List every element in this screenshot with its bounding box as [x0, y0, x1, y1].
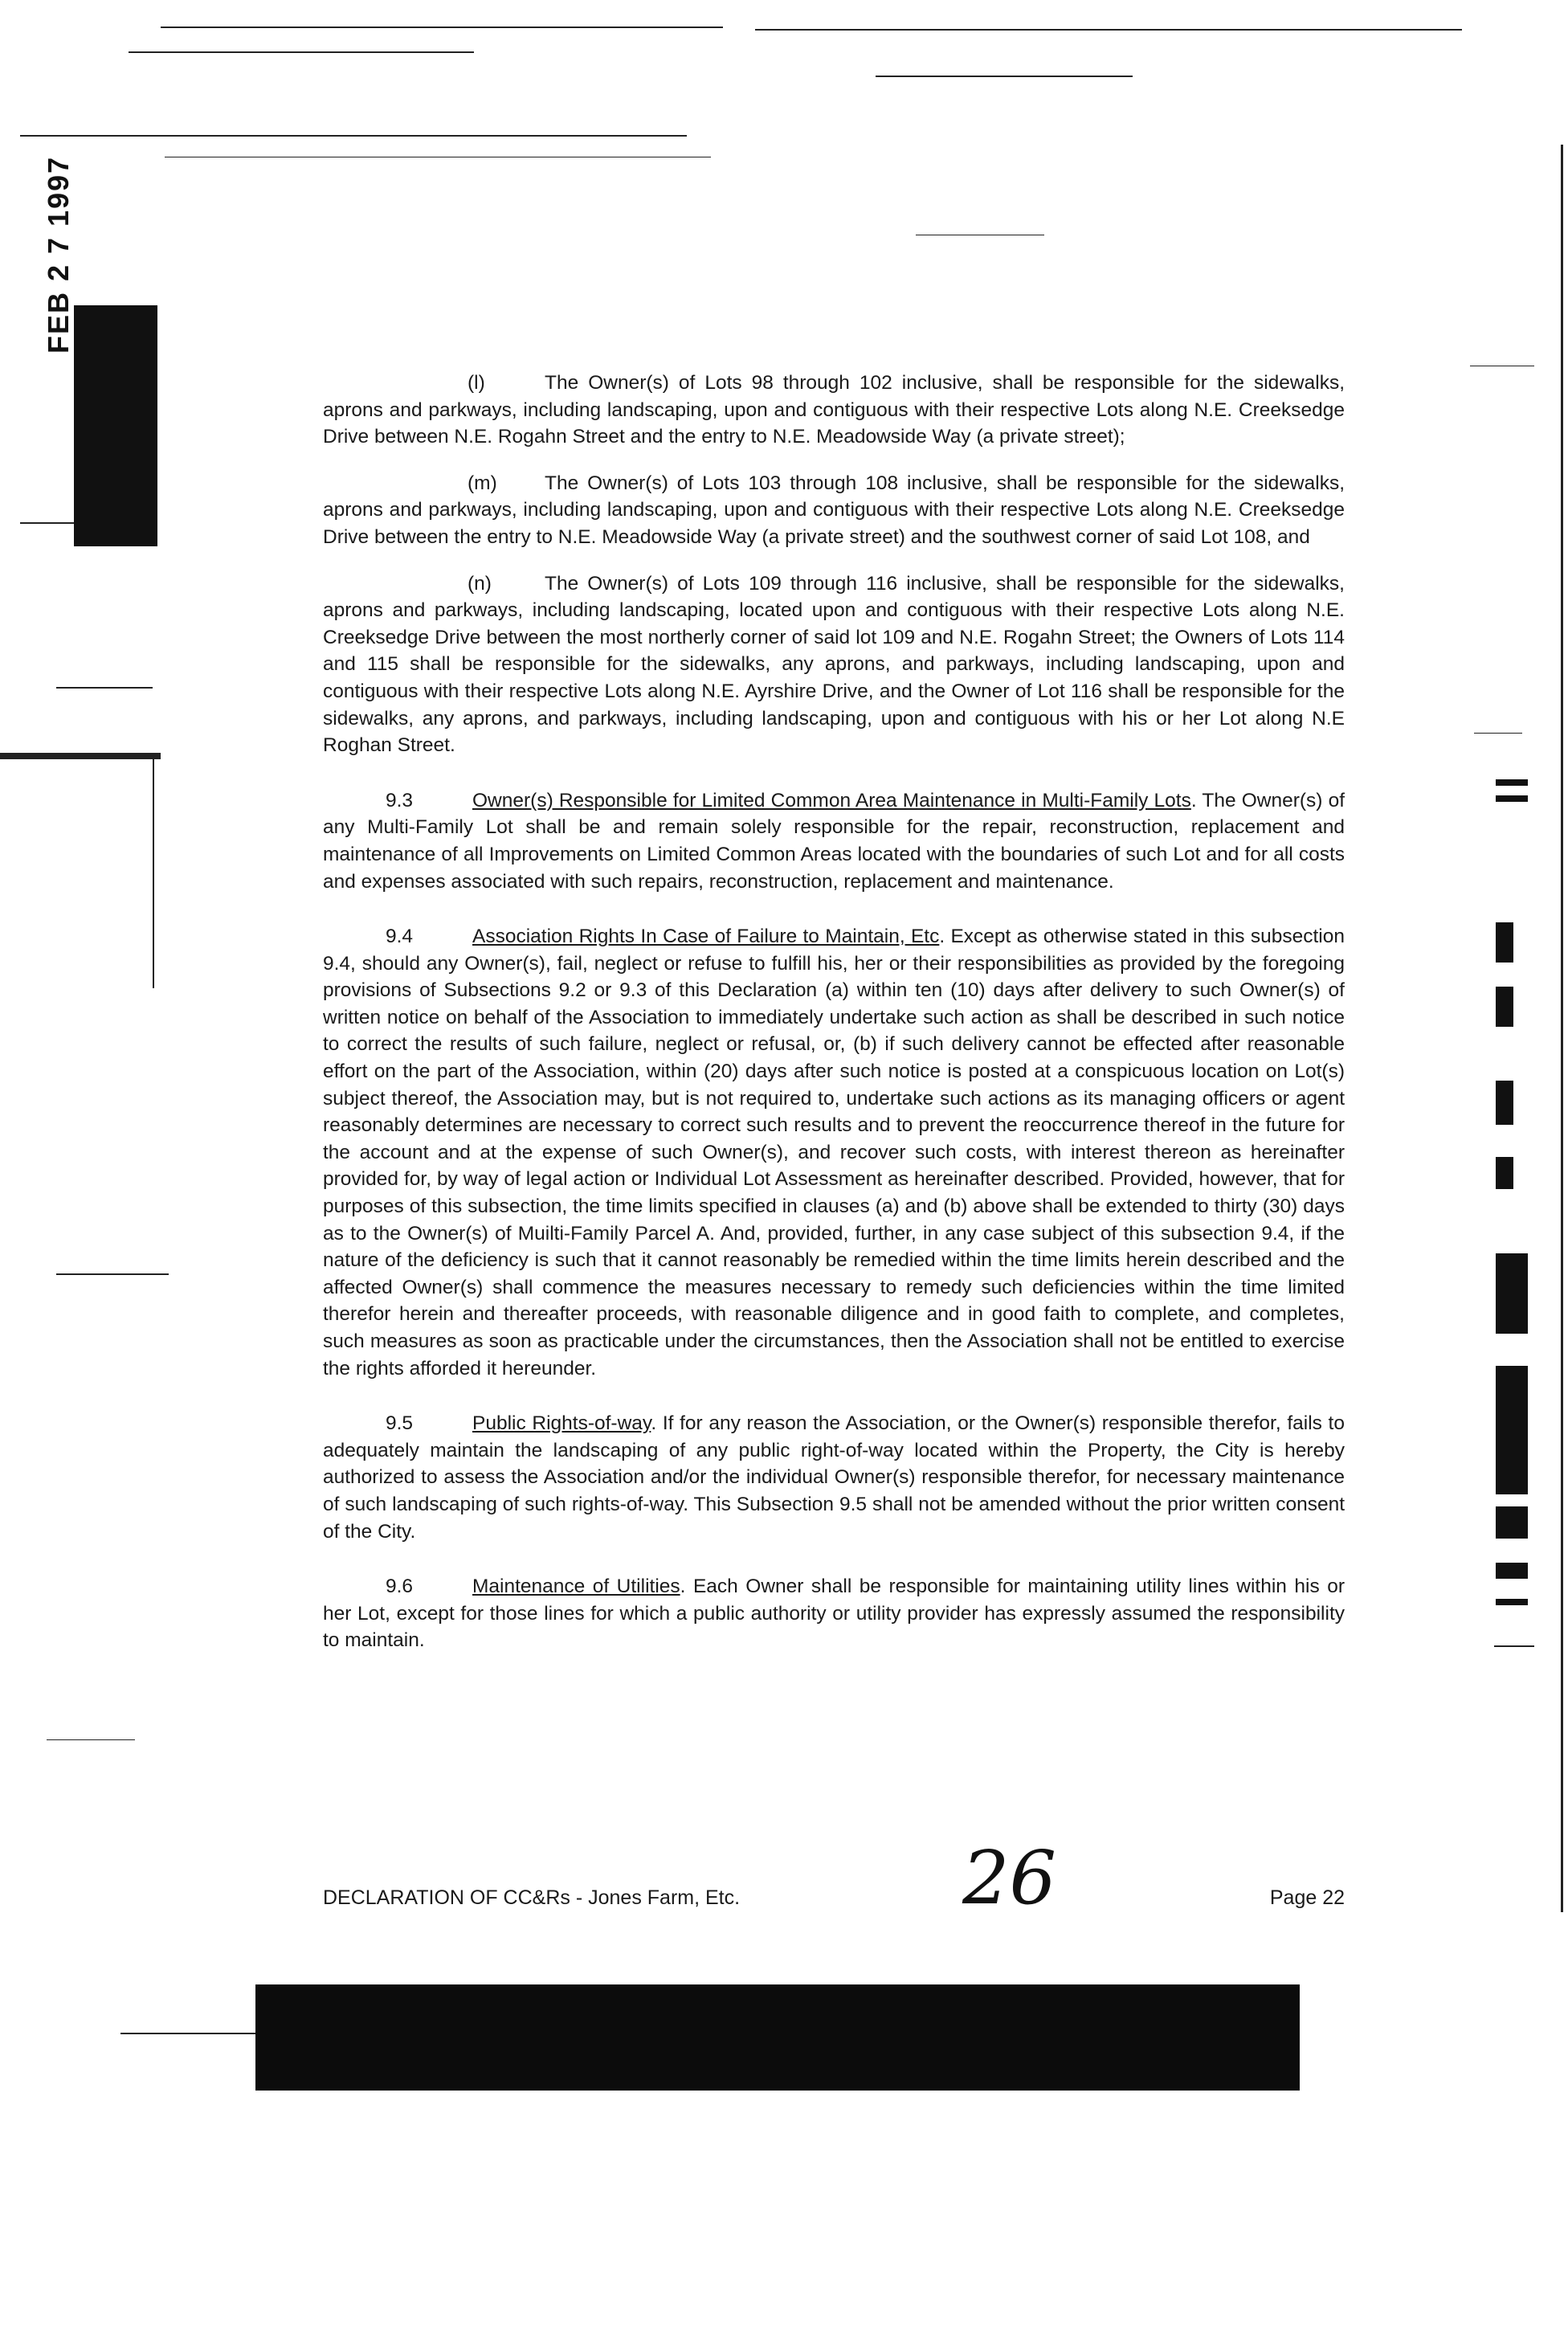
- received-stamp-bar: [74, 305, 157, 546]
- scan-artifact-line: [120, 2033, 257, 2034]
- scan-artifact-line: [1494, 1645, 1534, 1647]
- subparagraph-m: [323, 470, 1345, 551]
- section-text: If for any reason the Association, or the Owner(s) responsible therefor, fails to adequately maintain the landscaping of any public right-of-way located within the Property, the City is hereby authorized to assess the Association and/or the individual Owner(s) responsible therefor, for necessary maintenance of such landscaping of such rights-of-way. This Subsection 9.5 shall not be amended without the prior written consent of the City.: [323, 1412, 1345, 1543]
- section-9-3: 9.3 Owner(s) Responsible for Limited Common Area Maintenance in Multi-Family Lots. The Owner(s) of any Multi-Family Lot shall be and remain solely responsible for the repair, reconstruction, replacement and maintenance of all Improvements on Limited Common Areas located with the boundaries of such Lot and for all costs and expenses associated with such repairs, reconstruction, replacement and maintenance.: [323, 787, 1345, 895]
- scan-artifact-line: [1561, 145, 1563, 1912]
- footer-document-title: DECLARATION OF CC&Rs - Jones Farm, Etc.: [323, 1886, 741, 1909]
- scan-artifact-line: [755, 29, 1462, 31]
- scan-artifact-line: [153, 755, 154, 988]
- document-body: [323, 370, 1345, 1682]
- scan-artifact-line: [20, 522, 76, 524]
- subparagraph-l: [323, 370, 1345, 451]
- section-heading: Maintenance of Utilities: [472, 1576, 680, 1598]
- subparagraph-marker: (n): [468, 572, 492, 595]
- scan-artifact-mark: [1496, 1563, 1528, 1579]
- scan-artifact-line: [876, 76, 1133, 77]
- section-text: Each Owner shall be responsible for maintaining utility lines within his or her Lot, except for those lines for which a public authority or utility provider has expressly assumed the responsibility to maintain.: [323, 1576, 1345, 1652]
- scan-artifact-mark: [1496, 922, 1513, 963]
- section-heading: Owner(s) Responsible for Limited Common Area Maintenance in Multi-Family Lots: [472, 789, 1191, 811]
- subparagraph-text: The Owner(s) of Lots 103 through 108 inclusive, shall be responsible for the sidewalks, aprons and parkways, including landscaping, upon and contiguous with their respective Lots along N.E. Creeksedge Drive between the entry to N.E. Meadowside Way (a private street) and the southwest corner of said Lot 108, and: [323, 472, 1345, 548]
- scan-artifact-line: [0, 753, 161, 759]
- scan-artifact-mark: [1496, 779, 1528, 786]
- scan-dark-band: [255, 1984, 1300, 2091]
- section-9-6: 9.6 Maintenance of Utilities. Each Owner shall be responsible for maintaining utility lines within his or her Lot, except for those lines for which a public authority or utility provider has expressly assumed the responsibility to maintain.: [323, 1573, 1345, 1654]
- scan-artifact-mark: [1496, 1253, 1528, 1334]
- scan-artifact-mark: [1496, 1157, 1513, 1189]
- section-text: Except as otherwise stated in this subsection 9.4, should any Owner(s), fail, neglect or refuse to fulfill his, her or their responsibilities as provided by the foregoing provisions of Subsections 9.2 or 9.3 of this Declaration (a) within ten (10) days after delivery to such Owner(s) of written notice on behalf of the Association to immediately undertake such action as shall be described in such notice to correct the results of such failure, neglect or refusal, or, (b) if such delivery cannot be effected after reasonable effort on the part of the Association, within (20) days after such notice is posted at a conspicuous location on Lot(s) subject thereof, the Association may, but is not required to, undertake such actions as its managing officers or agent reasonably determines are necessary to correct such results and to prevent the reoccurrence thereof in the future for the account and at the expense of such Owner(s), and recover such costs, with interest thereon as hereinafter provided for, by way of legal action or Individual Lot Assessment as hereinafter described. Provided, however, that for purposes of this subsection, the time limits specified in clauses (a) and (b) above shall be extended to thirty (30) days as to the Owner(s) of Muilti-Family Parcel A. And, provided, further, in any case subject of this subsection 9.4, if the nature of the deficiency is such that it cannot reasonably be remedied within the time limits herein described and the affected Owner(s) shall commence the measures necessary to remedy such deficiencies within the time limited therefor herein and thereafter proceeds, with reasonable diligence and in good faith to complete, and completes, such measures as soon as practicable under the circumstances, then the Association shall not be entitled to exercise the rights afforded it hereunder.: [323, 926, 1345, 1379]
- scan-artifact-mark: [1496, 1599, 1528, 1605]
- scan-artifact-line: [161, 27, 723, 28]
- subparagraph-marker: (m): [468, 472, 497, 494]
- scan-artifact-line: [20, 135, 687, 137]
- scan-artifact-line: [1474, 733, 1522, 734]
- section-number: 9.5: [386, 1412, 414, 1435]
- section-text: The Owner(s) of any Multi-Family Lot shall be and remain solely responsible for the repair, reconstruction, replacement and maintenance of all Improvements on Limited Common Areas located with the boundaries of such Lot and for all costs and expenses associated with such repairs, reconstruction, replacement and maintenance.: [323, 789, 1345, 893]
- scan-artifact-line: [56, 1273, 169, 1275]
- scan-artifact-mark: [1496, 1081, 1513, 1125]
- section-number: 9.6: [386, 1576, 414, 1598]
- scan-artifact-mark: [1496, 1366, 1528, 1494]
- section-9-5: 9.5 Public Rights-of-way. If for any reason the Association, or the Owner(s) responsible therefor, fails to adequately maintain the landscaping of any public right-of-way located within the Property, the City is hereby authorized to assess the Association and/or the individual Owner(s) responsible therefor, for necessary maintenance of such landscaping of such rights-of-way. This Subsection 9.5 shall not be amended without the prior written consent of the City.: [323, 1410, 1345, 1545]
- handwritten-page-number: 26: [962, 1835, 1057, 1921]
- subparagraph-marker: (l): [468, 372, 485, 394]
- section-heading: Public Rights-of-way: [472, 1412, 651, 1435]
- scan-artifact-mark: [1496, 987, 1513, 1027]
- section-heading: Association Rights In Case of Failure to Maintain, Etc: [472, 926, 940, 948]
- scan-artifact-mark: [1496, 1506, 1528, 1539]
- subparagraph-text: The Owner(s) of Lots 98 through 102 inclusive, shall be responsible for the sidewalks, aprons and parkways, including landscaping, upon and contiguous with their respective Lots along N.E. Creeksedge Drive between N.E. Rogahn Street and the entry to N.E. Meadowside Way (a private street);: [323, 372, 1345, 448]
- scan-artifact-line: [56, 687, 153, 689]
- scan-artifact-line: [47, 1739, 135, 1740]
- scan-artifact-mark: [1496, 795, 1528, 802]
- page-footer: [323, 1835, 1345, 1927]
- scan-artifact-line: [129, 51, 474, 53]
- subparagraph-text: The Owner(s) of Lots 109 through 116 inclusive, shall be responsible for the sidewalks, aprons and parkways, including landscaping, located upon and contiguous with their respective Lots along N.E. Creeksedge Drive between the most northerly corner of said lot 109 and N.E. Rogahn Street; the Owners of Lots 114 and 115 shall be responsible for the sidewalks, any aprons, and parkways, including landscaping, upon and contiguous with their respective Lots along N.E. Ayrshire Drive, and the Owner of Lot 116 shall be responsible for the sidewalks, any aprons, and parkways, including landscaping, upon and contiguous with his or her Lot along N.E Roghan Street.: [323, 572, 1345, 757]
- subparagraph-n: [323, 570, 1345, 759]
- received-date-stamp: FEB 2 7 1997: [42, 155, 75, 354]
- footer-page-number: Page 22: [1269, 1886, 1345, 1909]
- section-number: 9.4: [386, 926, 414, 948]
- section-number: 9.3: [386, 789, 414, 811]
- section-9-4: 9.4 Association Rights In Case of Failure to Maintain, Etc. Except as otherwise stated in this subsection 9.4, should any Owner(s), fail, neglect or refuse to fulfill his, her or their responsibilities as provided by the foregoing provisions of Subsections 9.2 or 9.3 of this Declaration (a) within ten (10) days after delivery to such Owner(s) of written notice on behalf of the Association to immediately undertake such action as shall be described in such notice to correct the results of such failure, neglect or refusal, or, (b) if such delivery cannot be effected after reasonable effort on the part of the Association, within (20) days after such notice is posted at a conspicuous location on Lot(s) subject thereof, the Association may, but is not required to, undertake such actions as its managing officers or agent reasonably determines are necessary to correct such results and to prevent the reoccurrence thereof in the future for the account and at the expense of such Owner(s), and recover such costs, with interest thereon as hereinafter provided for, by way of legal action or Individual Lot Assessment as hereinafter described. Provided, however, that for purposes of this subsection, the time limits specified in clauses (a) and (b) above shall be extended to thirty (30) days as to the Owner(s) of Muilti-Family Parcel A. And, provided, further, in any case subject of this subsection 9.4, if the nature of the deficiency is such that it cannot reasonably be remedied within the time limits herein described and the affected Owner(s) shall commence the measures necessary to remedy such deficiencies within the time limited therefor herein and thereafter proceeds, with reasonable diligence and in good faith to complete, and completes, such measures as soon as practicable under the circumstances, then the Association shall not be entitled to exercise the rights afforded it hereunder.: [323, 923, 1345, 1382]
